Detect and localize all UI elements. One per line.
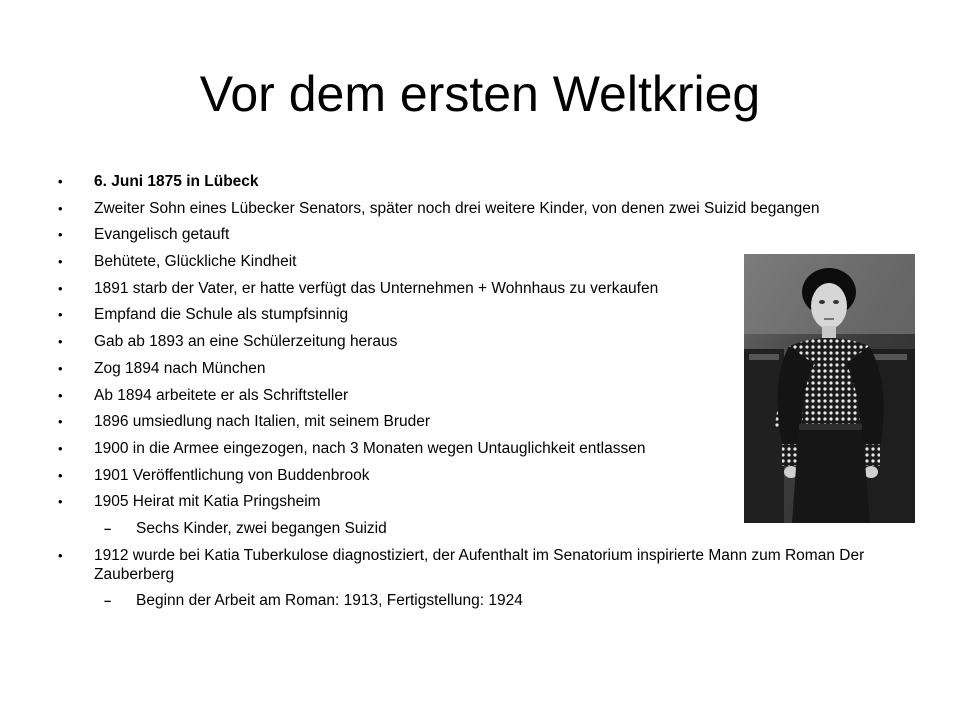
sub-bullet-item: – Sechs Kinder, zwei begangen Suizid	[58, 519, 908, 538]
bullet-item: • 1901 Veröffentlichung von Buddenbrook	[58, 466, 908, 485]
bullet-item: • 1891 starb der Vater, er hatte verfügt das Unternehmen + Wohnhaus zu verkaufen	[58, 279, 908, 298]
bullet-item: • 1900 in die Armee eingezogen, nach 3 Monaten wegen Untauglichkeit entlassen	[58, 439, 908, 458]
bullet-item: • Empfand die Schule als stumpfsinnig	[58, 305, 908, 324]
bullet-item: • 1896 umsiedlung nach Italien, mit seinem Bruder	[58, 412, 908, 431]
slide-title: Vor dem ersten Weltkrieg	[199, 66, 761, 122]
bullet-item: • 1912 wurde bei Katia Tuberkulose diagnostiziert, der Aufenthalt im Senatorium inspirierte Mann zum Roman Der Zauberberg	[58, 546, 908, 584]
bullet-item: • Behütete, Glückliche Kindheit	[58, 252, 908, 271]
bullet-item: • 6. Juni 1875 in Lübeck	[58, 172, 908, 191]
portrait-photo	[744, 254, 915, 523]
bullet-item: • Zweiter Sohn eines Lübecker Senators, später noch drei weitere Kinder, von denen zwei Suizid begangen	[58, 199, 908, 218]
bullet-item: • Zog 1894 nach München	[58, 359, 908, 378]
bullet-item: • Gab ab 1893 an eine Schülerzeitung heraus	[58, 332, 908, 351]
portrait-image	[744, 254, 915, 523]
bullet-item: • 1905 Heirat mit Katia Pringsheim	[58, 492, 908, 511]
bullet-item: • Evangelisch getauft	[58, 225, 908, 244]
bullet-item: • Ab 1894 arbeitete er als Schriftsteller	[58, 386, 908, 405]
sub-bullet-item: – Beginn der Arbeit am Roman: 1913, Fertigstellung: 1924	[58, 591, 908, 610]
